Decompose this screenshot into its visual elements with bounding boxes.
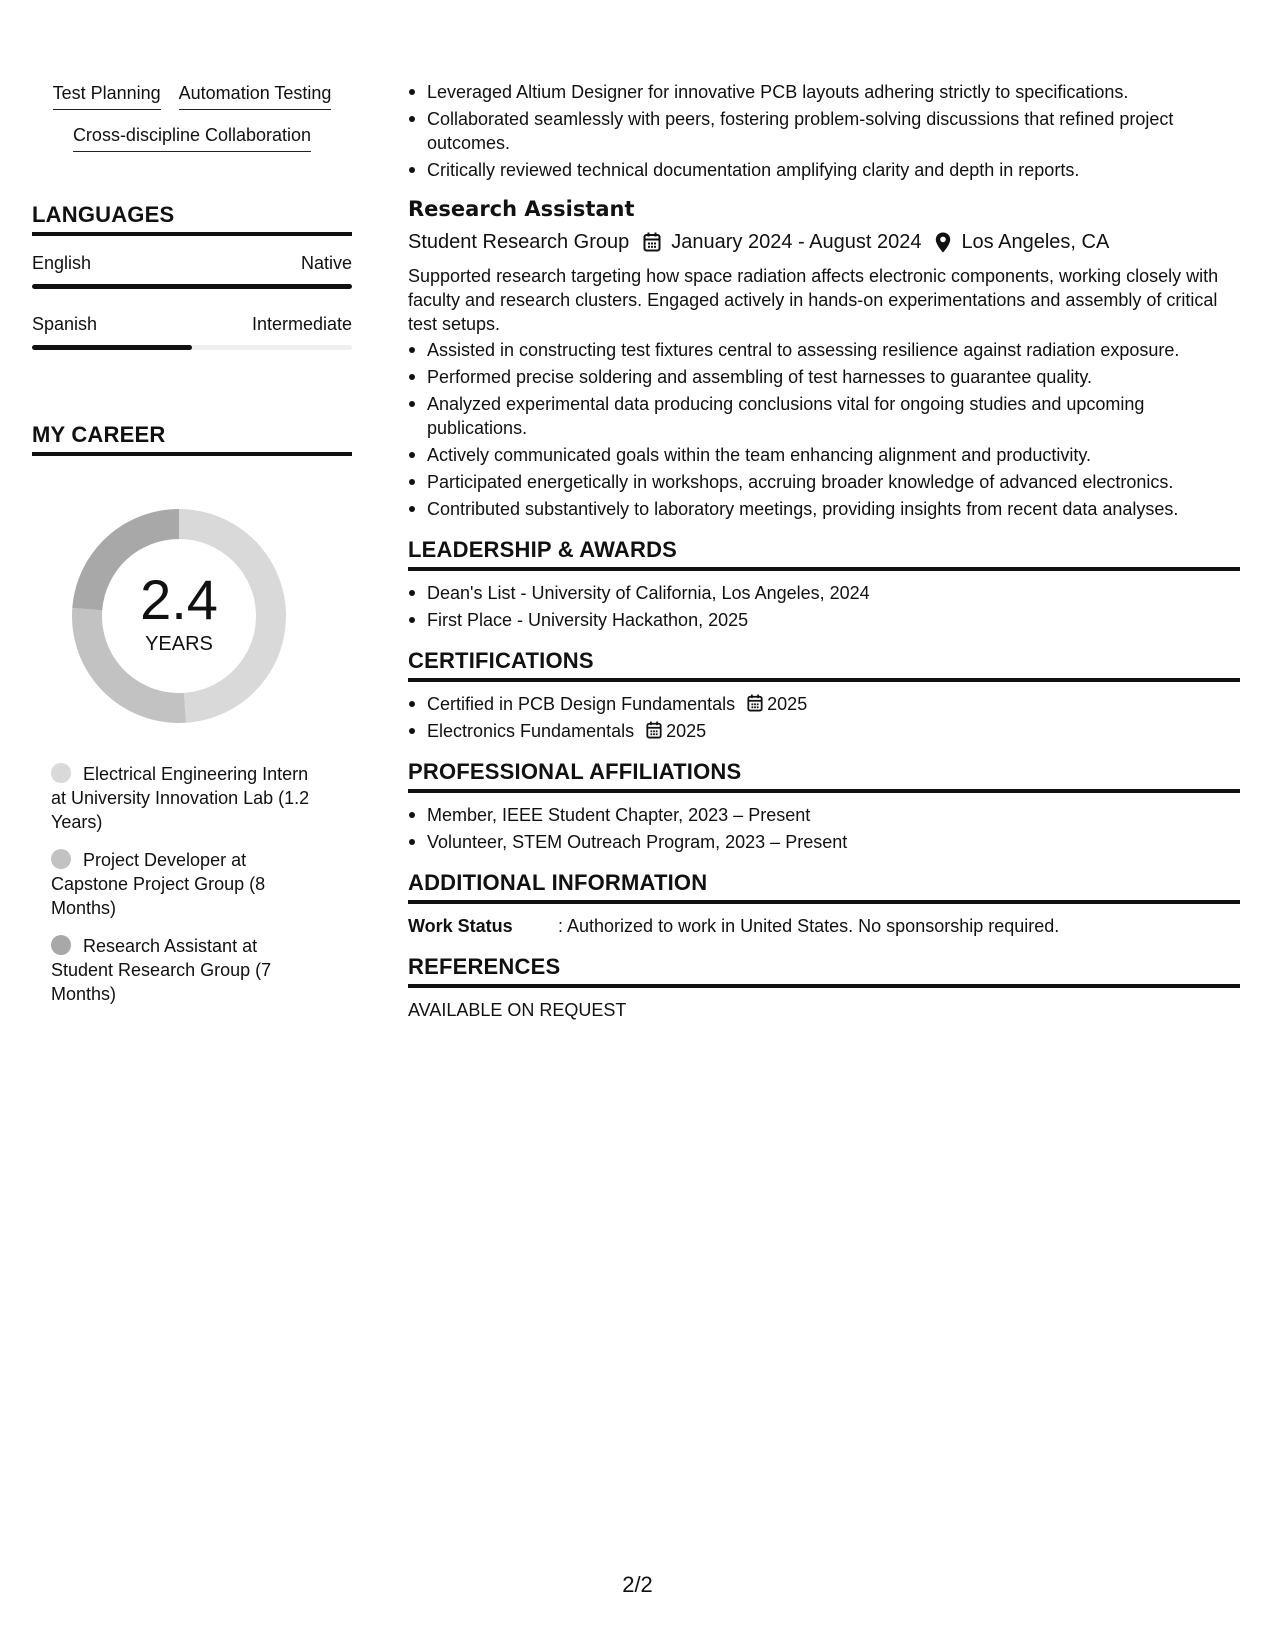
certification-item	[408, 719, 1240, 743]
previous-job-bullets	[408, 80, 1240, 182]
certification-year: 2025	[767, 694, 808, 714]
job-title: Research Assistant	[408, 197, 635, 221]
bullet-item: Collaborated seamlessly with peers, fostering problem-solving discussions that refined project outcomes.	[408, 107, 1240, 155]
language-name: English	[32, 253, 92, 273]
references-heading: REFERENCES	[408, 954, 1240, 988]
certification-year: 2025	[666, 721, 707, 741]
language-item	[32, 252, 352, 289]
bullet-item: Contributed substantively to laboratory meetings, providing insights from recent data analyses.	[408, 497, 1240, 521]
career-legend-item	[51, 762, 321, 834]
language-bar-fill	[32, 284, 352, 289]
certification-name: Electronics Fundamentals	[427, 721, 635, 741]
language-item	[32, 313, 352, 350]
language-name: Spanish	[32, 314, 98, 334]
bullet-item: First Place - University Hackathon, 2025	[408, 608, 1240, 632]
bullet-item: Dean's List - University of California, Los Angeles, 2024	[408, 581, 1240, 605]
bullet-item: Member, IEEE Student Chapter, 2023 – Present	[408, 803, 1240, 827]
skill-tag: Cross-discipline Collaboration	[73, 124, 311, 152]
bullet-item: Analyzed experimental data producing conclusions vital for ongoing studies and upcoming publications.	[408, 392, 1240, 440]
leadership-list	[408, 581, 1240, 632]
bullet-item: Critically reviewed technical documentation amplifying clarity and depth in reports.	[408, 158, 1240, 182]
job-location: Los Angeles, CA	[961, 231, 1110, 253]
languages-heading: LANGUAGES	[32, 202, 352, 236]
bullet-item: Performed precise soldering and assembling of test harnesses to guarantee quality.	[408, 365, 1240, 389]
certifications-heading: CERTIFICATIONS	[408, 648, 1240, 682]
skills-list	[32, 82, 352, 152]
certification-item	[408, 692, 1240, 716]
skill-tag: Test Planning	[53, 82, 161, 110]
legend-label: Project Developer at Capstone Project Group (8 Months)	[51, 850, 266, 918]
bullet-item: Volunteer, STEM Outreach Program, 2023 – Present	[408, 830, 1240, 854]
references-text: AVAILABLE ON REQUEST	[408, 1000, 627, 1020]
work-status-label: Work Status	[408, 916, 513, 936]
language-level: Intermediate	[251, 314, 352, 334]
job-description: Supported research targeting how space radiation affects electronic components, working closely with faculty and research clusters. Engaged actively in hands-on experimentations and assembly of critical test setups.	[408, 266, 1219, 334]
bullet-item: Leveraged Altium Designer for innovative PCB layouts adhering strictly to specifications.	[408, 80, 1240, 104]
career-unit: YEARS	[145, 633, 213, 655]
legend-label: Electrical Engineering Intern at University Innovation Lab (1.2 Years)	[51, 764, 310, 832]
job-company: Student Research Group	[408, 231, 630, 253]
affiliations-heading: PROFESSIONAL AFFILIATIONS	[408, 759, 1240, 793]
career-legend-item	[51, 934, 321, 1006]
language-bar	[32, 284, 352, 289]
bullet-item: Assisted in constructing test fixtures central to assessing resilience against radiation exposure.	[408, 338, 1240, 362]
career-total: 2.4	[140, 568, 218, 631]
skill-tag: Automation Testing	[179, 82, 332, 110]
page-number: 2/2	[622, 1572, 653, 1597]
bullet-item: Actively communicated goals within the team enhancing alignment and productivity.	[408, 443, 1240, 467]
leadership-heading: LEADERSHIP & AWARDS	[408, 537, 1240, 571]
career-donut-chart	[61, 498, 297, 734]
job-meta	[408, 228, 1240, 256]
work-status-value: : Authorized to work in United States. No sponsorship required.	[558, 916, 1060, 936]
certifications-list	[408, 692, 1240, 743]
calendar-icon	[643, 232, 661, 252]
job-bullets	[408, 338, 1240, 521]
location-pin-icon	[935, 232, 951, 253]
bullet-item: Participated energetically in workshops, accruing broader knowledge of advanced electronics.	[408, 470, 1240, 494]
additional-info-heading: ADDITIONAL INFORMATION	[408, 870, 1240, 904]
affiliations-list	[408, 803, 1240, 854]
language-bar	[32, 345, 352, 350]
career-heading: MY CAREER	[32, 422, 352, 456]
calendar-icon	[646, 721, 662, 739]
language-bar-fill	[32, 345, 192, 350]
legend-dot	[51, 935, 71, 955]
career-legend-item	[51, 848, 321, 920]
right-column	[408, 80, 1240, 1022]
legend-dot	[51, 763, 71, 783]
career-legend	[32, 762, 352, 1006]
work-status-row	[408, 914, 1240, 938]
left-column	[32, 82, 352, 1020]
legend-label: Research Assistant at Student Research Group (7 Months)	[51, 936, 272, 1004]
job-dates: January 2024 - August 2024	[671, 231, 922, 253]
legend-dot	[51, 849, 71, 869]
calendar-icon	[747, 694, 763, 712]
language-level: Native	[300, 253, 352, 273]
certification-name: Certified in PCB Design Fundamentals	[427, 694, 736, 714]
